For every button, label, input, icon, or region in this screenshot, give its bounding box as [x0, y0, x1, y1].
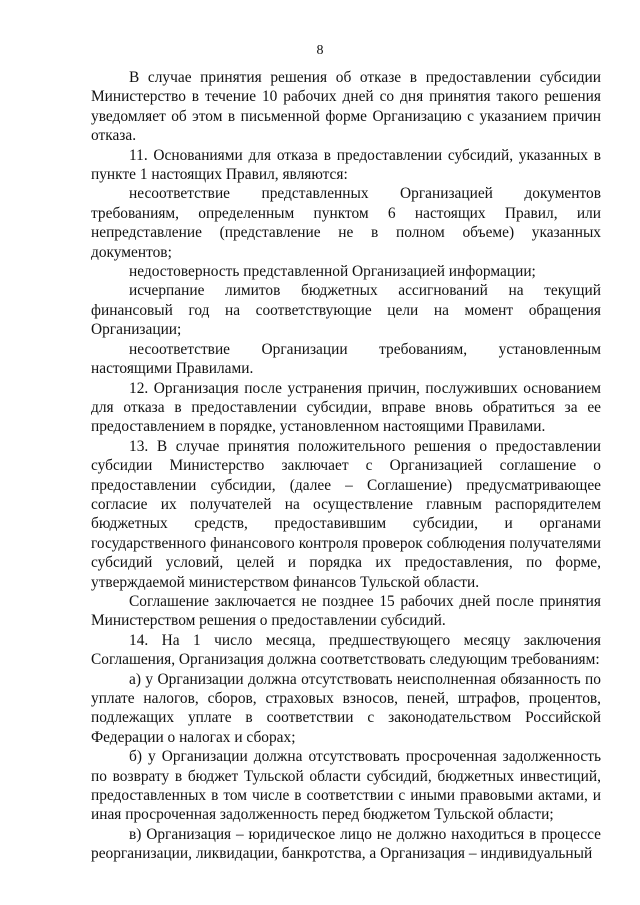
paragraph-refusal-notice: В случае принятия решения об отказе в предоставлении субсидии Министерство в течение 10 рабочих дней со дня принятия такого решения уведомляет об этом в письменной форме Организацию с указанием причин отказа.	[91, 69, 601, 145]
paragraph-b-debts: б) у Организации должна отсутствовать просроченная задолженность по возврату в бюджет Тульской области субсидий, бюджетных инвестиций, предоставленных в том числе в соответствии с иными правовыми актами, и иная просроченная задолженность перед бюджетом Тульской области;	[91, 748, 601, 824]
paragraph-requirements-mismatch: несоответствие Организации требованиям, установленным настоящими Правилами.	[91, 340, 601, 378]
document-body	[91, 68, 601, 864]
paragraph-14-requirements: 14. На 1 число месяца, предшествующего месяцу заключения Соглашения, Организация должна соответствовать следующим требованиям:	[91, 631, 601, 669]
paragraph-c-reorganization: в) Организация – юридическое лицо не должно находиться в процессе реорганизации, ликвидации, банкротства, а Организация – индивидуальный	[91, 825, 601, 863]
paragraph-a-taxes: а) у Организации должна отсутствовать неисполненная обязанность по уплате налогов, сборов, страховых взносов, пеней, штрафов, процентов, подлежащих уплате в соответствии с законодательством Российской Федерации о налогах и сборах;	[91, 670, 601, 746]
paragraph-agreement-deadline: Соглашение заключается не позднее 15 рабочих дней после принятия Министерством решения о предоставлении субсидий.	[91, 592, 601, 630]
paragraph-13-agreement: 13. В случае принятия положительного решения о предоставлении субсидии Министерство заключает с Организацией соглашение о предоставлении субсидии, (далее – Соглашение) предусматривающее согласие их получателей на осуществление главным распорядителем бюджетных средств, предоставившим субсидии, и органами государственного финансового контроля проверок соблюдения получателями субсидий условий, целей и порядка их предоставления, по форме, утверждаемой министерством финансов Тульской области.	[91, 437, 601, 591]
paragraph-limits-exhausted: исчерпание лимитов бюджетных ассигнований на текущий финансовый год на соответствующие цели на момент обращения Организации;	[91, 282, 601, 339]
paragraph-11-grounds: 11. Основаниями для отказа в предоставлении субсидий, указанных в пункте 1 настоящих Правил, являются:	[91, 146, 601, 184]
paragraph-false-info: недостоверность представленной Организацией информации;	[129, 263, 536, 281]
page-number: 8	[316, 43, 324, 58]
paragraph-document-mismatch: несоответствие представленных Организацией документов требованиям, определенным пунктом 6 настоящих Правил, или непредставление (представление не в полном объеме) указанных документов;	[91, 185, 601, 261]
paragraph-12-reapply: 12. Организация после устранения причин, послуживших основанием для отказа в предоставлении субсидии, вправе вновь обратиться за ее предоставлением в порядке, установленном настоящими Правилами.	[91, 379, 601, 436]
